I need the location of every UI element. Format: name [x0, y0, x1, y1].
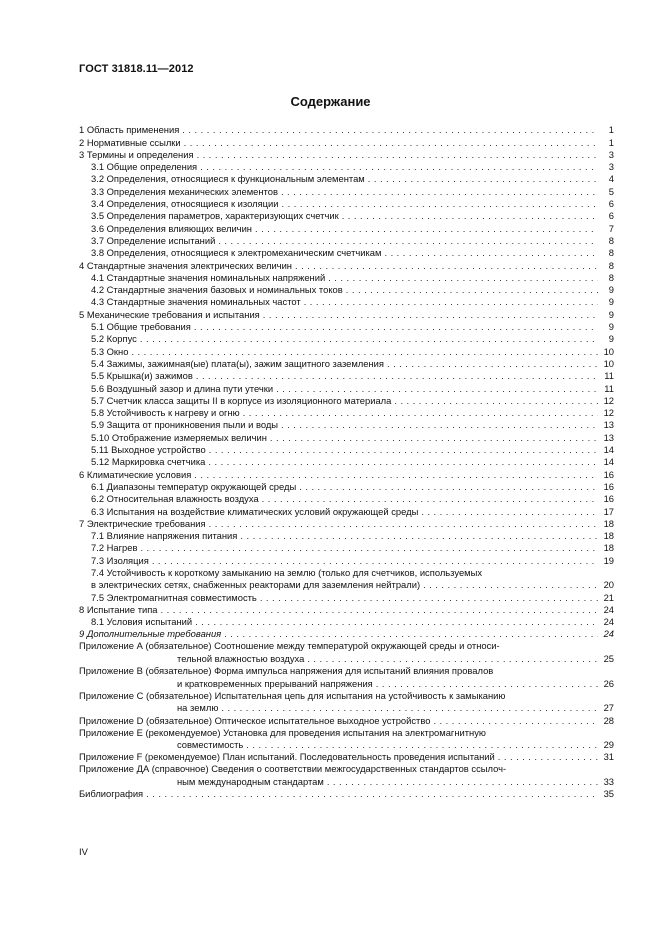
toc-entry[interactable] [79, 776, 614, 788]
toc-entry-label: 5.9 Защита от проникновения пыли и воды [91, 419, 281, 431]
toc-entry[interactable] [79, 272, 614, 284]
toc-entry-label: 7.1 Влияние напряжения питания [91, 530, 240, 542]
toc-entry-label: 7.3 Изоляция [91, 555, 152, 567]
dot-leader [270, 432, 598, 444]
toc-entry-page: 6 [598, 210, 614, 222]
toc-entry[interactable] [79, 518, 614, 530]
dot-leader [281, 419, 598, 431]
toc-entry-label: ным международным стандартам [177, 776, 327, 788]
toc-entry[interactable] [79, 259, 614, 271]
toc-entry-page: 16 [598, 493, 614, 505]
toc-entry-page: 1 [598, 124, 614, 136]
dot-leader [200, 161, 598, 173]
toc-entry-label: 4.3 Стандартные значения номинальных частот [91, 296, 304, 308]
toc-entry-label: Приложение В (обязательное) Форма импульса напряжения для испытаний влияния провалов [79, 665, 494, 677]
toc-entry-label: 3.7 Определение испытаний [91, 235, 218, 247]
dot-leader [140, 333, 598, 345]
toc-entry-label: 5.3 Окно [91, 346, 131, 358]
toc-entry-page: 24 [598, 604, 614, 616]
toc-entry[interactable] [79, 370, 614, 382]
dot-leader [384, 247, 598, 259]
toc-entry-page: 8 [598, 272, 614, 284]
toc-entry-page: 4 [598, 173, 614, 185]
toc-entry-page: 11 [598, 383, 614, 395]
toc-entry-page: 16 [598, 481, 614, 493]
toc-entry-label: 3 Термины и определения [79, 149, 197, 161]
dot-leader [140, 542, 598, 554]
toc-entry-page: 14 [598, 456, 614, 468]
toc-entry-label: 6.3 Испытания на воздействие климатических условий окружающей среды [91, 506, 421, 518]
toc-entry-page: 19 [598, 555, 614, 567]
toc-entry-label: 6.1 Диапазоны температур окружающей среды [91, 481, 299, 493]
toc-entry-label: 5.11 Выходное устройство [91, 444, 209, 456]
toc-entry[interactable] [79, 308, 614, 320]
toc-entry-page: 18 [598, 542, 614, 554]
toc-entry-label: 6 Климатические условия [79, 469, 194, 481]
toc-entry-label: Приложение D (обязательное) Оптическое испытательное выходное устройство [79, 715, 433, 727]
toc-entry-label: 1 Область применения [79, 124, 182, 136]
toc-entry-page: 27 [598, 702, 614, 714]
dot-leader [263, 309, 598, 321]
toc-entry-label: 5.12 Маркировка счетчика [91, 456, 208, 468]
toc-entry-label: 9 Дополнительные требования [79, 628, 224, 640]
toc-entry-label: 6.2 Относительная влажность воздуха [91, 493, 262, 505]
toc-entry-page: 21 [598, 592, 614, 604]
toc-entry[interactable] [79, 714, 614, 726]
toc-entry-line [79, 690, 614, 702]
toc-entry-page: 28 [598, 715, 614, 727]
toc-entry-label: 5.6 Воздушный зазор и длина пути утечки [91, 383, 276, 395]
toc-entry[interactable] [79, 124, 614, 136]
toc-entry-label: 7.2 Нагрев [91, 542, 140, 554]
dot-leader [342, 210, 598, 222]
toc-entry-page: 9 [598, 296, 614, 308]
dot-leader [243, 407, 598, 419]
toc-entry-label: 4 Стандартные значения электрических величин [79, 260, 295, 272]
toc-entry[interactable] [79, 616, 614, 628]
dot-leader [184, 137, 598, 149]
toc-entry[interactable] [79, 702, 614, 714]
toc-entry-label: 7 Электрические требования [79, 518, 209, 530]
dot-leader [421, 506, 598, 518]
dot-leader [131, 346, 598, 358]
toc-entry[interactable] [79, 739, 614, 751]
toc-entry[interactable] [79, 296, 614, 308]
toc-entry-label: 8 Испытание типа [79, 604, 161, 616]
toc-entry[interactable] [79, 358, 614, 370]
dot-leader [194, 469, 598, 481]
dot-leader [195, 616, 598, 628]
toc-entry-label: 5.10 Отображение измеряемых величин [91, 432, 270, 444]
toc-entry-page: 24 [598, 628, 614, 640]
dot-leader [221, 702, 598, 714]
toc-entry[interactable] [79, 579, 614, 591]
toc-entry[interactable] [79, 407, 614, 419]
toc-entry-label: Приложение ДА (справочное) Сведения о соответствии межгосударственных стандартов ссылоч- [79, 763, 507, 775]
toc-entry[interactable] [79, 542, 614, 554]
toc-entry[interactable] [79, 247, 614, 259]
toc-entry-page: 12 [598, 407, 614, 419]
toc-entry[interactable] [79, 591, 614, 603]
toc-entry-label: Приложение А (обязательное) Соотношение между температурой окружающей среды и относи- [79, 640, 500, 652]
toc-entry[interactable] [79, 604, 614, 616]
toc-entry-label: 2 Нормативные ссылки [79, 137, 184, 149]
toc-entry[interactable] [79, 161, 614, 173]
dot-leader [255, 223, 598, 235]
dot-leader [240, 530, 598, 542]
toc-entry-line [79, 763, 614, 775]
toc-entry[interactable] [79, 530, 614, 542]
toc-entry-label: 3.3 Определения механических элементов [91, 186, 281, 198]
dot-leader [208, 456, 598, 468]
toc-entry[interactable] [79, 235, 614, 247]
dot-leader [328, 272, 598, 284]
toc-entry-page: 5 [598, 186, 614, 198]
toc-entry-page: 8 [598, 247, 614, 259]
dot-leader [376, 678, 598, 690]
toc-entry[interactable] [79, 419, 614, 431]
dot-leader [260, 592, 598, 604]
dot-leader [368, 173, 598, 185]
toc-entry-label: 3.6 Определения влияющих величин [91, 223, 255, 235]
toc-entry[interactable] [79, 751, 614, 763]
toc-entry[interactable] [79, 136, 614, 148]
dot-leader [281, 186, 598, 198]
toc-entry-page: 6 [598, 198, 614, 210]
dot-leader [218, 235, 598, 247]
toc-entry-page: 35 [598, 788, 614, 800]
toc-entry[interactable] [79, 444, 614, 456]
toc-entry-label: в электрических сетях, снабженных реакторами для заземления нейтрали) [91, 579, 423, 591]
dot-leader [197, 149, 598, 161]
toc-entry[interactable] [79, 333, 614, 345]
toc-entry-label: Приложение Е (рекомендуемое) Установка для проведения испытания на электромагнитную [79, 726, 486, 738]
toc-entry-page: 10 [598, 358, 614, 370]
toc-entry-line [79, 567, 614, 579]
toc-entry-page: 8 [598, 260, 614, 272]
toc-entry[interactable] [79, 493, 614, 505]
toc-entry-page: 18 [598, 518, 614, 530]
toc-entry-page: 7 [598, 223, 614, 235]
dot-leader [307, 653, 598, 665]
toc-entry-line [79, 665, 614, 677]
toc-entry[interactable] [79, 210, 614, 222]
toc-entry[interactable] [79, 554, 614, 566]
toc-entry[interactable] [79, 185, 614, 197]
dot-leader [196, 370, 598, 382]
toc-entry-page: 29 [598, 739, 614, 751]
toc-entry[interactable] [79, 198, 614, 210]
document-code: ГОСТ 31818.11—2012 [79, 63, 194, 75]
toc-entry-page: 13 [598, 419, 614, 431]
toc-entry-label: 7.4 Устойчивость к короткому замыканию на землю (только для счетчиков, используемых [91, 566, 483, 578]
toc-entry[interactable] [79, 431, 614, 443]
toc-entry[interactable] [79, 653, 614, 665]
toc-entry[interactable] [79, 149, 614, 161]
toc-entry-page: 10 [598, 346, 614, 358]
toc-entry-label: совместимость [177, 739, 246, 751]
dot-leader [282, 198, 598, 210]
dot-leader [387, 358, 598, 370]
dot-leader [276, 383, 598, 395]
toc-entry-label: Приложение С (обязательное) Испытательная цепь для испытания на устойчивость к замыканию [79, 689, 506, 701]
toc-entry-page: 9 [598, 284, 614, 296]
dot-leader [295, 260, 598, 272]
toc-entry-page: 13 [598, 432, 614, 444]
toc-entry-page: 1 [598, 137, 614, 149]
page-title: Содержание [290, 94, 371, 109]
toc-entry-label: 5 Механические требования и испытания [79, 309, 263, 321]
table-of-contents [79, 124, 614, 800]
toc-entry-label: 5.1 Общие требования [91, 321, 194, 333]
dot-leader [394, 395, 598, 407]
toc-entry-page: 18 [598, 530, 614, 542]
toc-entry-label: 3.5 Определения параметров, характеризующих счетчик [91, 210, 342, 222]
dot-leader [146, 788, 598, 800]
toc-entry-label: Библиография [79, 788, 146, 800]
toc-entry-label: 4.1 Стандартные значения номинальных напряжений [91, 272, 328, 284]
toc-entry-page: 9 [598, 309, 614, 321]
toc-entry-label: 3.4 Определения, относящиеся к изоляции [91, 198, 282, 210]
toc-entry[interactable] [79, 222, 614, 234]
toc-entry-line [79, 727, 614, 739]
toc-entry[interactable] [79, 481, 614, 493]
toc-entry-page: 26 [598, 678, 614, 690]
dot-leader [304, 296, 598, 308]
toc-entry[interactable] [79, 628, 614, 640]
dot-leader [152, 555, 598, 567]
dot-leader [224, 628, 598, 640]
dot-leader [194, 321, 598, 333]
toc-entry-label: на землю [177, 702, 221, 714]
toc-entry-page: 20 [598, 579, 614, 591]
dot-leader [327, 776, 598, 788]
dot-leader [498, 751, 598, 763]
toc-entry-page: 3 [598, 149, 614, 161]
dot-leader [209, 444, 598, 456]
dot-leader [423, 579, 598, 591]
dot-leader [209, 518, 598, 530]
toc-entry[interactable] [79, 468, 614, 480]
toc-entry-label: 5.8 Устойчивость к нагреву и огню [91, 407, 243, 419]
toc-entry-label: 3.8 Определения, относящиеся к электромеханическим счетчикам [91, 247, 384, 259]
toc-entry-label: 3.1 Общие определения [91, 161, 200, 173]
toc-entry[interactable] [79, 284, 614, 296]
toc-entry-label: 7.5 Электромагнитная совместимость [91, 592, 260, 604]
toc-entry-label: 5.7 Счетчик класса защиты II в корпусе из изоляционного материала [91, 395, 394, 407]
dot-leader [246, 739, 598, 751]
toc-entry[interactable] [79, 788, 614, 800]
toc-entry-page: 3 [598, 161, 614, 173]
toc-entry-page: 12 [598, 395, 614, 407]
toc-entry[interactable] [79, 382, 614, 394]
toc-entry-page: 17 [598, 506, 614, 518]
toc-entry-label: 4.2 Стандартные значения базовых и номинальных токов [91, 284, 346, 296]
dot-leader [182, 124, 598, 136]
toc-entry-label: 5.4 Зажимы, зажимная(ые) плата(ы), зажим защитного заземления [91, 358, 387, 370]
toc-entry-page: 9 [598, 333, 614, 345]
dot-leader [161, 604, 598, 616]
toc-entry-page: 25 [598, 653, 614, 665]
toc-entry-label: 3.2 Определения, относящиеся к функциональным элементам [91, 173, 368, 185]
toc-entry-line [79, 640, 614, 652]
toc-entry-page: 24 [598, 616, 614, 628]
toc-entry-page: 8 [598, 235, 614, 247]
toc-entry[interactable] [79, 677, 614, 689]
toc-entry-label: и кратковременных прерываний напряжения [177, 678, 376, 690]
toc-entry[interactable] [79, 321, 614, 333]
toc-entry-page: 31 [598, 751, 614, 763]
toc-entry[interactable] [79, 456, 614, 468]
toc-entry-page: 33 [598, 776, 614, 788]
toc-entry-label: 5.2 Корпус [91, 333, 140, 345]
dot-leader [299, 481, 598, 493]
dot-leader [433, 715, 598, 727]
toc-entry-label: тельной влажностью воздуха [177, 653, 307, 665]
toc-entry-page: 11 [598, 370, 614, 382]
toc-entry-label: Приложение F (рекомендуемое) План испытаний. Последовательность проведения испытаний [79, 751, 498, 763]
toc-entry-label: 8.1 Условия испытаний [91, 616, 195, 628]
toc-entry[interactable] [79, 505, 614, 517]
dot-leader [346, 284, 598, 296]
toc-entry-label: 5.5 Крышка(и) зажимов [91, 370, 196, 382]
page-number: IV [79, 846, 88, 857]
toc-entry-page: 9 [598, 321, 614, 333]
toc-entry[interactable] [79, 173, 614, 185]
toc-entry-page: 14 [598, 444, 614, 456]
toc-entry-page: 16 [598, 469, 614, 481]
toc-entry[interactable] [79, 395, 614, 407]
toc-entry[interactable] [79, 345, 614, 357]
dot-leader [262, 493, 598, 505]
